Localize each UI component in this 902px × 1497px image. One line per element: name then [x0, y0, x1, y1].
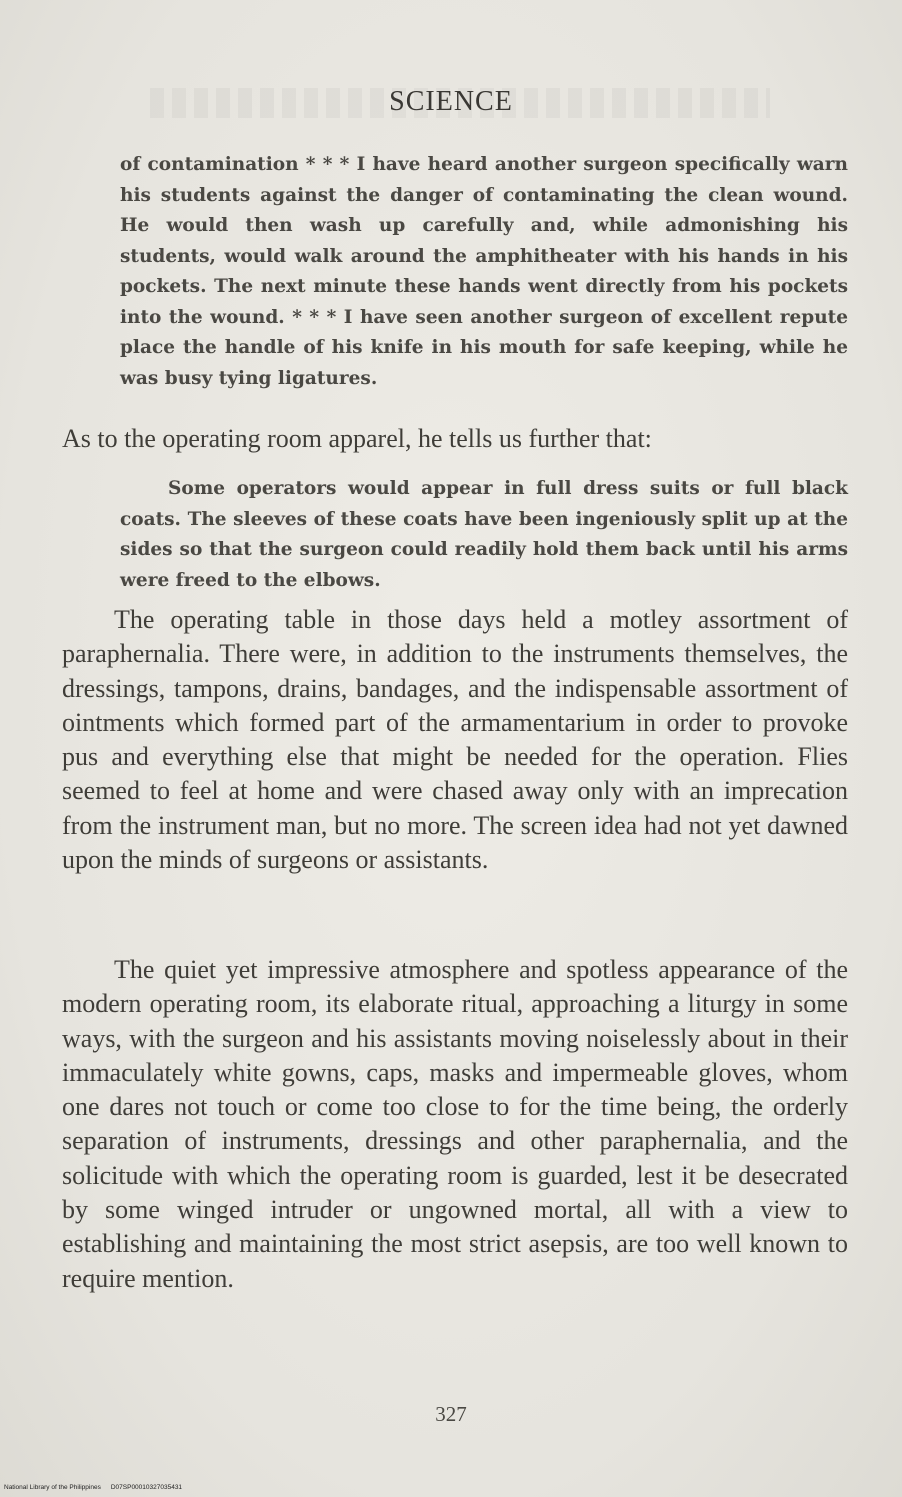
footer-library: National Library of the Philippines — [4, 1484, 101, 1491]
paragraph-operating-table: The operating table in those days held a motley assortment of paraphernalia. There were, in addition to the instruments themselves, the dressings, tampons, drains, bandages, and the indispensable assortment of ointments which formed part of the armamentarium in order to provoke pus and everything else that might be needed for the operation. Flies seemed to feel at home and were chased away only with an imprecation from the instrument man, but no more. The screen idea had not yet dawned upon the minds of surgeons or assistants. — [62, 605, 848, 875]
block-quote-apparel — [120, 474, 848, 596]
page-number: 327 — [435, 1402, 467, 1426]
footer-code: D07SP00010327035431 — [110, 1484, 183, 1491]
paragraph-modern-operating-room: The quiet yet impressive atmosphere and spotless appearance of the modern operating room, its elaborate ritual, approaching a liturgy in some ways, with the surgeon and his assistants moving noiselessly about in their immaculately white gowns, caps, masks and impermeable gloves, whom one dares not touch or come too close to for the time being, the orderly separation of instruments, dressings and other paraphernalia, and the solicitude with which the operating room is guarded, lest it be desecrated by some winged intruder or ungowned mortal, all with a view to establishing and maintaining the most strict asepsis, are too well known to require mention. — [62, 955, 848, 1293]
intro-sentence: As to the operating room apparel, he tells us further that: — [62, 424, 652, 453]
running-header: SCIENCE — [389, 86, 513, 117]
block-quote-contamination: of contamination * * * I have heard another surgeon specifically warn his students against the danger of contaminating the clean wound. He would then wash up carefully and, while admonishing his students, would walk around the amphitheater with his hands in his pockets. The next minute these hands went directly from his pockets into the wound. * * * I have seen another surgeon of excellent repute place the handle of his knife in his mouth for safe keeping, while he was busy tying ligatures. — [120, 154, 848, 389]
block-quote-apparel-text: Some operators would appear in full dress suits or full black coats. The sleeves of these coats have been ingeniously split up at the sides so that the surgeon could readily hold them back until his arms were freed to the elbows. — [120, 478, 848, 591]
scan-footer — [4, 1484, 182, 1491]
